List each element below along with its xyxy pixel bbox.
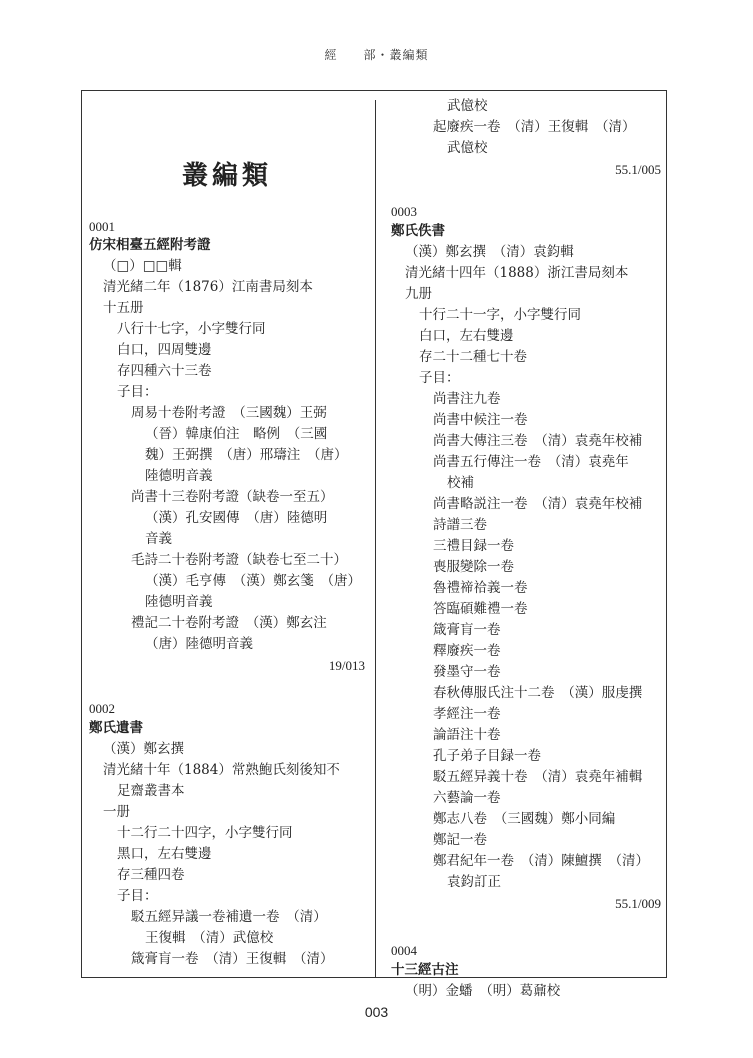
right-entry-line: 尚書注九卷 <box>433 391 501 407</box>
left-entry-line: 足齋叢書本 <box>117 783 185 799</box>
left-entry-line: （漢）鄭玄撰 <box>103 741 184 757</box>
right-entry-line: 六藝論一卷 <box>433 790 501 806</box>
right-entry-line: 孔子弟子目録一卷 <box>433 748 541 764</box>
right-entry-line: （明）金蟠 （明）葛鼐校 <box>405 983 561 999</box>
left-section-title: 叢編類 <box>181 161 272 191</box>
right-entry-title: 十三經古注 <box>391 962 459 978</box>
right-entry-line: 論語注十卷 <box>433 727 501 743</box>
left-entry-line: 十二行二十四字，小字雙行同 <box>117 825 293 841</box>
right-entry-line: 尚書五行傳注一卷 （清）袁堯年 <box>433 454 629 470</box>
left-entry-line: （唐）陸德明音義 <box>145 636 253 652</box>
left-entry-line: 清光緒二年（1876）江南書局刻本 <box>103 279 313 295</box>
right-entry-line: 尚書大傳注三卷 （清）袁堯年校補 <box>433 433 643 449</box>
left-entry-title: 仿宋相臺五經附考證 <box>89 237 211 253</box>
left-entry-line: 尚書十三卷附考證（缺卷一至五） <box>131 489 334 505</box>
left-entry-line: 白口，四周雙邊 <box>117 342 212 358</box>
left-entry-line: （晉）韓康伯注 略例 （三國 <box>145 426 328 442</box>
left-entry-line: 子目： <box>117 888 158 904</box>
right-entry-line: 九册 <box>405 286 432 302</box>
left-entry-line: 一册 <box>103 804 130 820</box>
right-entry-line: 校補 <box>447 475 474 491</box>
right-entry-line: 鄭記一卷 <box>433 832 487 848</box>
left-entry-line: 十五册 <box>103 300 144 316</box>
right-entry-line: 魯禮禘祫義一卷 <box>433 580 528 596</box>
right-entry-line: 釋廢疾一卷 <box>433 643 501 659</box>
running-header: 經 部・叢編類 <box>324 48 429 62</box>
left-call-number: 19/013 <box>328 658 365 673</box>
page-number: 003 <box>364 1004 389 1020</box>
right-entry-title: 鄭氏佚書 <box>391 223 445 239</box>
right-entry-line: （漢）鄭玄撰 （清）袁鈞輯 <box>405 244 574 260</box>
right-call-number: 55.1/005 <box>615 162 661 177</box>
right-entry-line: 答臨碩難禮一卷 <box>433 601 528 617</box>
left-entry-line: 魏）王弼撰 （唐）邢璹注 （唐） <box>145 447 348 463</box>
left-entry-line: 陸德明音義 <box>145 594 213 610</box>
right-entry-line: 喪服變除一卷 <box>433 559 514 575</box>
left-entry-line: 清光緒十年（1884）常熟鮑氏刻後知不 <box>103 762 340 778</box>
column-divider <box>375 100 376 978</box>
right-entry-line: 三禮目録一卷 <box>433 538 514 554</box>
left-entry-line: 子目： <box>117 384 158 400</box>
right-entry-line: 武億校 <box>447 98 488 114</box>
right-entry-number: 0004 <box>391 943 417 958</box>
left-entry-line: 存三種四卷 <box>117 867 185 883</box>
right-entry-line: 尚書中候注一卷 <box>433 412 528 428</box>
right-entry-line: 十行二十一字，小字雙行同 <box>419 307 581 323</box>
right-entry-line: 春秋傳服氏注十二卷 （漢）服虔撰 <box>433 685 643 701</box>
right-entry-line: 鄭志八卷 （三國魏）鄭小同編 <box>433 811 616 827</box>
right-entry-line: 孝經注一卷 <box>433 706 501 722</box>
right-entry-line: 駁五經异義十卷 （清）袁堯年補輯 <box>433 769 643 785</box>
left-entry-line: 存四種六十三卷 <box>117 363 212 379</box>
left-entry-line: 陸德明音義 <box>145 468 213 484</box>
left-entry-title: 鄭氏遺書 <box>89 720 143 736</box>
left-entry-line: 駁五經异議一卷補遺一卷 （清） <box>131 909 327 925</box>
right-entry-line: 清光緒十四年（1888）浙江書局刻本 <box>405 265 629 281</box>
left-entry-line: （漢）毛亨傳 （漢）鄭玄箋 （唐） <box>145 573 361 589</box>
left-entry-line: 周易十卷附考證 （三國魏）王弼 <box>131 405 327 421</box>
left-entry-line: 音義 <box>145 531 172 547</box>
left-entry-line: 八行十七字，小字雙行同 <box>117 321 266 337</box>
left-entry-line: 王復輯 （清）武億校 <box>145 930 274 946</box>
right-entry-line: 子目： <box>419 370 460 386</box>
right-entry-line: 箴膏肓一卷 <box>433 622 501 638</box>
left-entry-number: 0001 <box>89 219 115 234</box>
left-entry-line: 黑口，左右雙邊 <box>117 846 212 862</box>
right-entry-line: 尚書略説注一卷 （清）袁堯年校補 <box>433 496 643 512</box>
right-entry-line: 鄭君紀年一卷 （清）陳鱣撰 （清） <box>433 853 649 869</box>
right-entry-line: 武億校 <box>447 140 488 156</box>
right-entry-line: 袁鈞訂正 <box>447 874 501 890</box>
left-entry-line: 箴膏肓一卷 （清）王復輯 （清） <box>131 951 334 967</box>
right-entry-line: 起廢疾一卷 （清）王復輯 （清） <box>433 119 636 135</box>
left-entry-number: 0002 <box>89 701 115 716</box>
right-entry-line: 白口，左右雙邊 <box>419 328 514 344</box>
left-entry-line: （□）□□輯 <box>103 258 182 274</box>
right-call-number: 55.1/009 <box>615 896 661 911</box>
left-entry-line: 禮記二十卷附考證 （漢）鄭玄注 <box>131 615 327 631</box>
right-entry-line: 發墨守一卷 <box>433 664 501 680</box>
right-entry-line: 存二十二種七十卷 <box>419 349 527 365</box>
right-entry-number: 0003 <box>391 204 417 219</box>
left-entry-line: （漢）孔安國傳 （唐）陸德明 <box>145 510 328 526</box>
right-entry-line: 詩譜三卷 <box>433 517 487 533</box>
left-entry-line: 毛詩二十卷附考證（缺卷七至二十） <box>131 552 347 568</box>
